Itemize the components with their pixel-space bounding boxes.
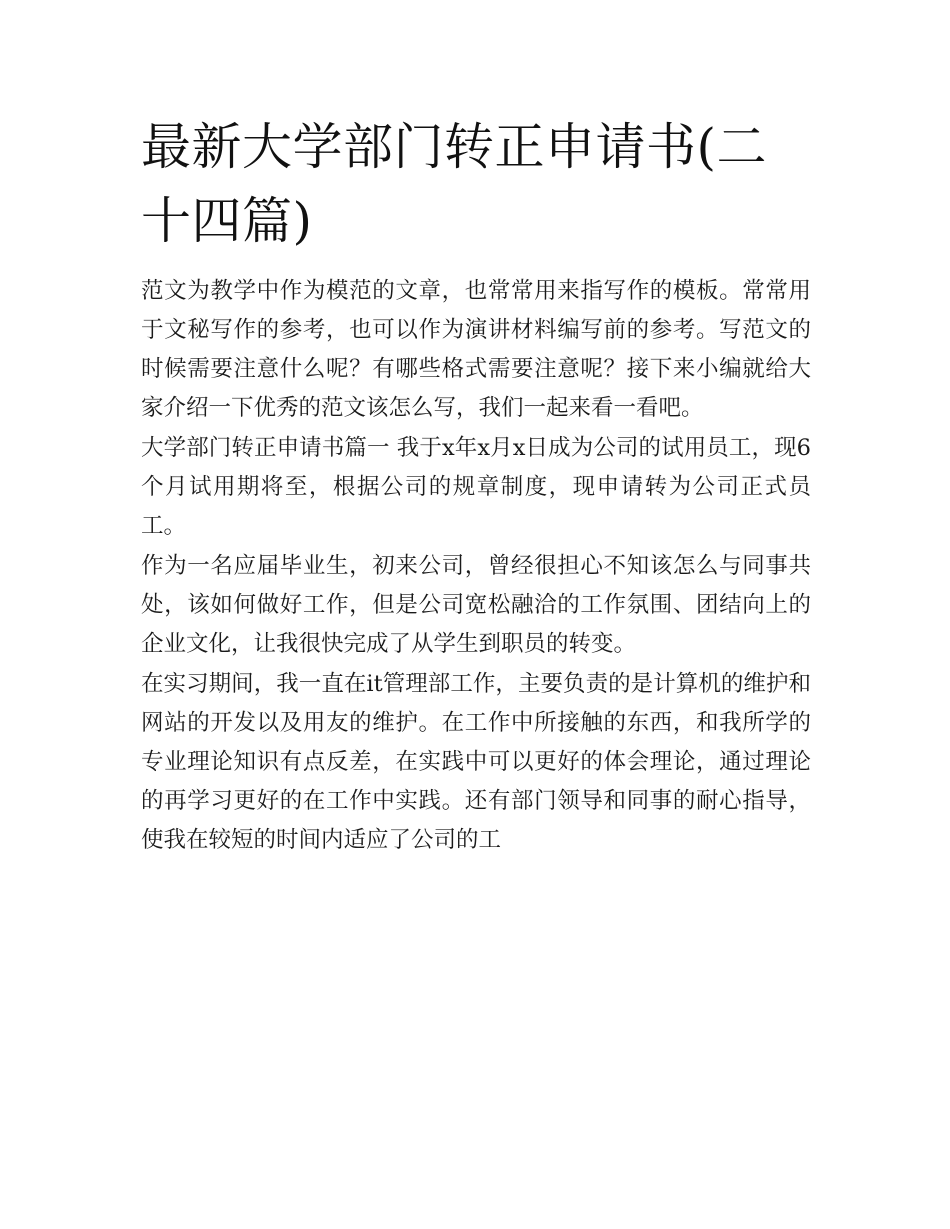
document-title: 最新大学部门转正申请书(二十四篇)	[141, 118, 768, 250]
paragraph-adaptation: 作为一名应届毕业生，初来公司，曾经很担心不知该怎么与同事共处，该如何做好工作，但是公司宽松融洽的工作氛围、团结向上的企业文化，让我很快完成了从学生到职员的转变。	[141, 553, 811, 657]
document-body	[141, 110, 811, 861]
paragraph-internship: 在实习期间，我一直在it管理部工作，主要负责的是计算机的维护和网站的开发以及用友的维护。在工作中所接触的东西，和我所学的专业理论知识有点反差，在实践中可以更好的体会理论，通过理论的再学习更好的在工作中实践。还有部门领导和同事的耐心指导，使我在较短的时间内适应了公司的工	[141, 671, 811, 853]
paragraph-application: 大学部门转正申请书篇一 我于x年x月x日成为公司的试用员工，现6个月试用期将至，根据公司的规章制度，现申请转为公司正式员工。	[141, 435, 811, 539]
paragraph-intro: 范文为教学中作为模范的文章，也常常用来指写作的模板。常常用于文秘写作的参考，也可以作为演讲材料编写前的参考。写范文的时候需要注意什么呢？有哪些格式需要注意呢？接下来小编就给大家介绍一下优秀的范文该怎么写，我们一起来看一看吧。	[141, 278, 811, 421]
